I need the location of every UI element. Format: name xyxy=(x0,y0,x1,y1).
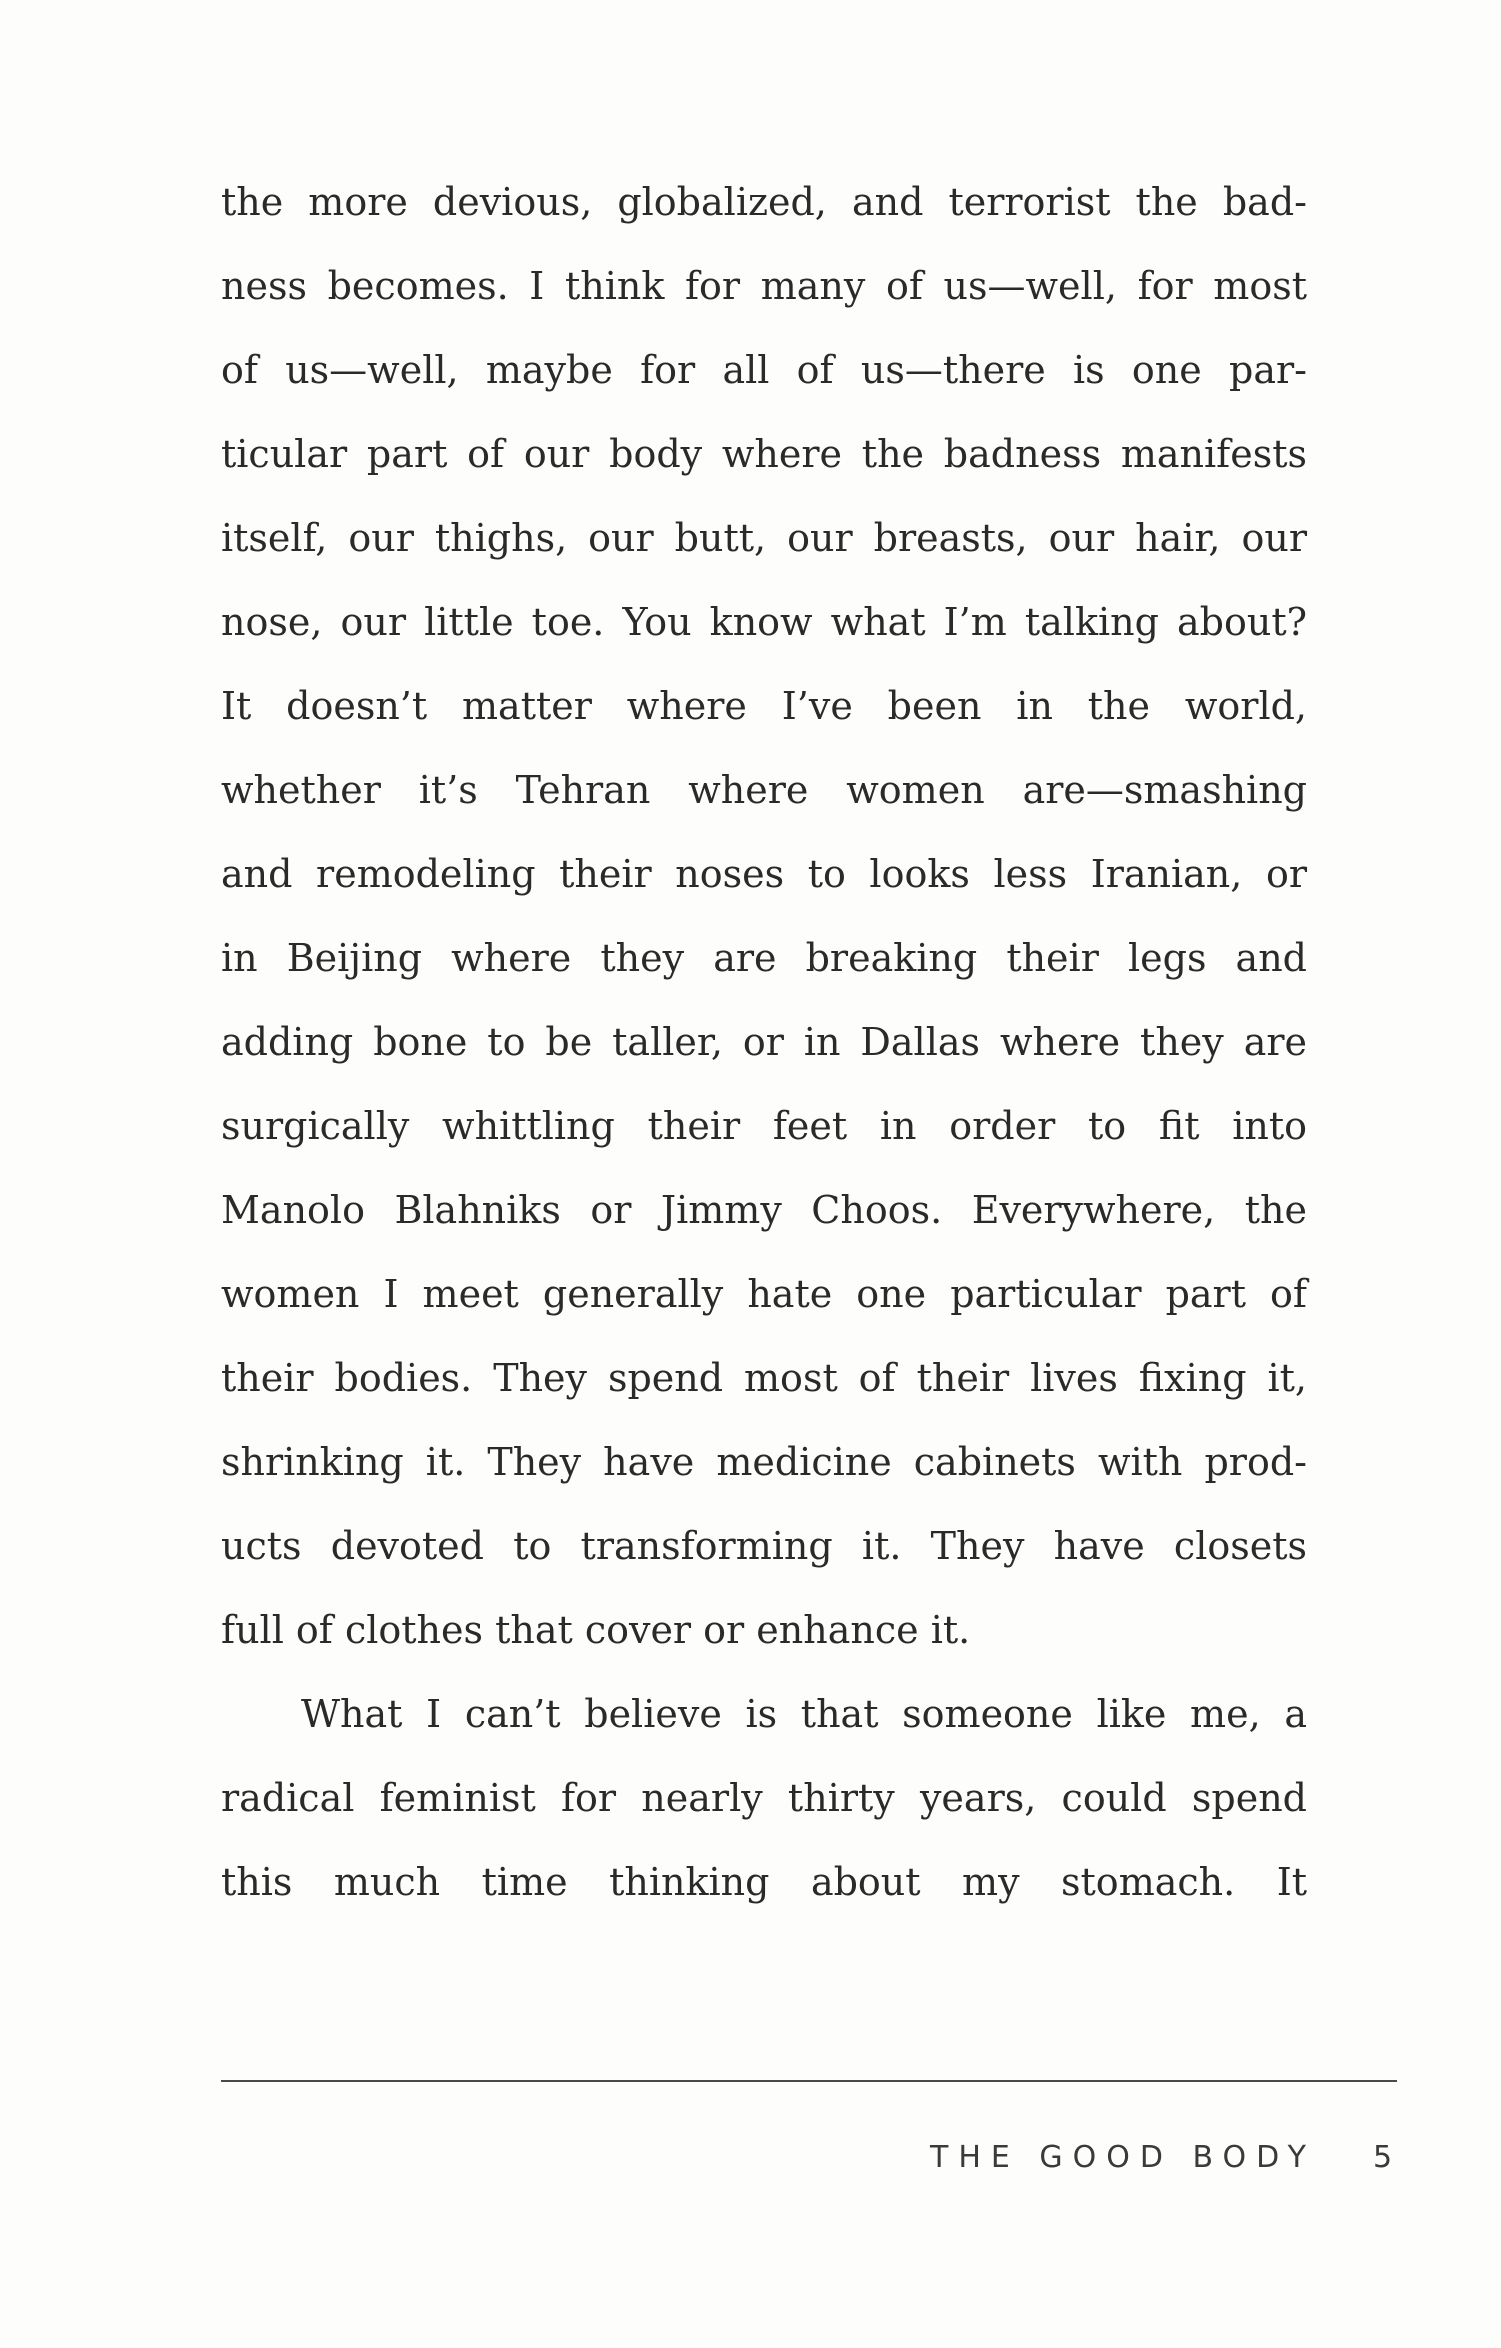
text-line: radical feminist for nearly thirty years, could spend xyxy=(221,1776,1307,1820)
text-line: ticular part of our body where the badness manifests xyxy=(221,432,1307,476)
paragraph-end-line: full of clothes that cover or enhance it. xyxy=(221,1608,971,1652)
text-line: Manolo Blahniks or Jimmy Choos. Everywhere, the xyxy=(221,1188,1307,1232)
text-line: It doesn’t matter where I’ve been in the world, xyxy=(221,684,1307,728)
running-title: THE GOOD BODY xyxy=(930,2140,1316,2175)
text-line: adding bone to be taller, or in Dallas where they are xyxy=(221,1020,1307,1064)
text-line: this much time thinking about my stomach. It xyxy=(221,1860,1307,1904)
text-line: women I meet generally hate one particular part of xyxy=(221,1272,1307,1316)
text-line: of us—well, maybe for all of us—there is one par- xyxy=(221,348,1307,392)
text-line: nose, our little toe. You know what I’m talking about? xyxy=(221,600,1307,644)
text-line: ucts devoted to transforming it. They have closets xyxy=(221,1524,1307,1568)
text-line: shrinking it. They have medicine cabinets with prod- xyxy=(221,1440,1307,1484)
body-text xyxy=(221,160,1307,1924)
text-line: whether it’s Tehran where women are—smashing xyxy=(221,768,1307,812)
text-line: the more devious, globalized, and terrorist the bad- xyxy=(221,180,1307,224)
text-line: and remodeling their noses to looks less Iranian, or xyxy=(221,852,1307,896)
text-line: in Beijing where they are breaking their legs and xyxy=(221,936,1307,980)
page-number: 5 xyxy=(1373,2140,1393,2175)
text-line: surgically whittling their feet in order to fit into xyxy=(221,1104,1307,1148)
paragraph-start-line: What I can’t believe is that someone like me, a xyxy=(301,1692,1307,1736)
footer-divider xyxy=(221,2080,1397,2082)
text-line: itself, our thighs, our butt, our breasts, our hair, our xyxy=(221,516,1307,560)
text-line: ness becomes. I think for many of us—well, for most xyxy=(221,264,1307,308)
text-line: their bodies. They spend most of their lives fixing it, xyxy=(221,1356,1307,1400)
